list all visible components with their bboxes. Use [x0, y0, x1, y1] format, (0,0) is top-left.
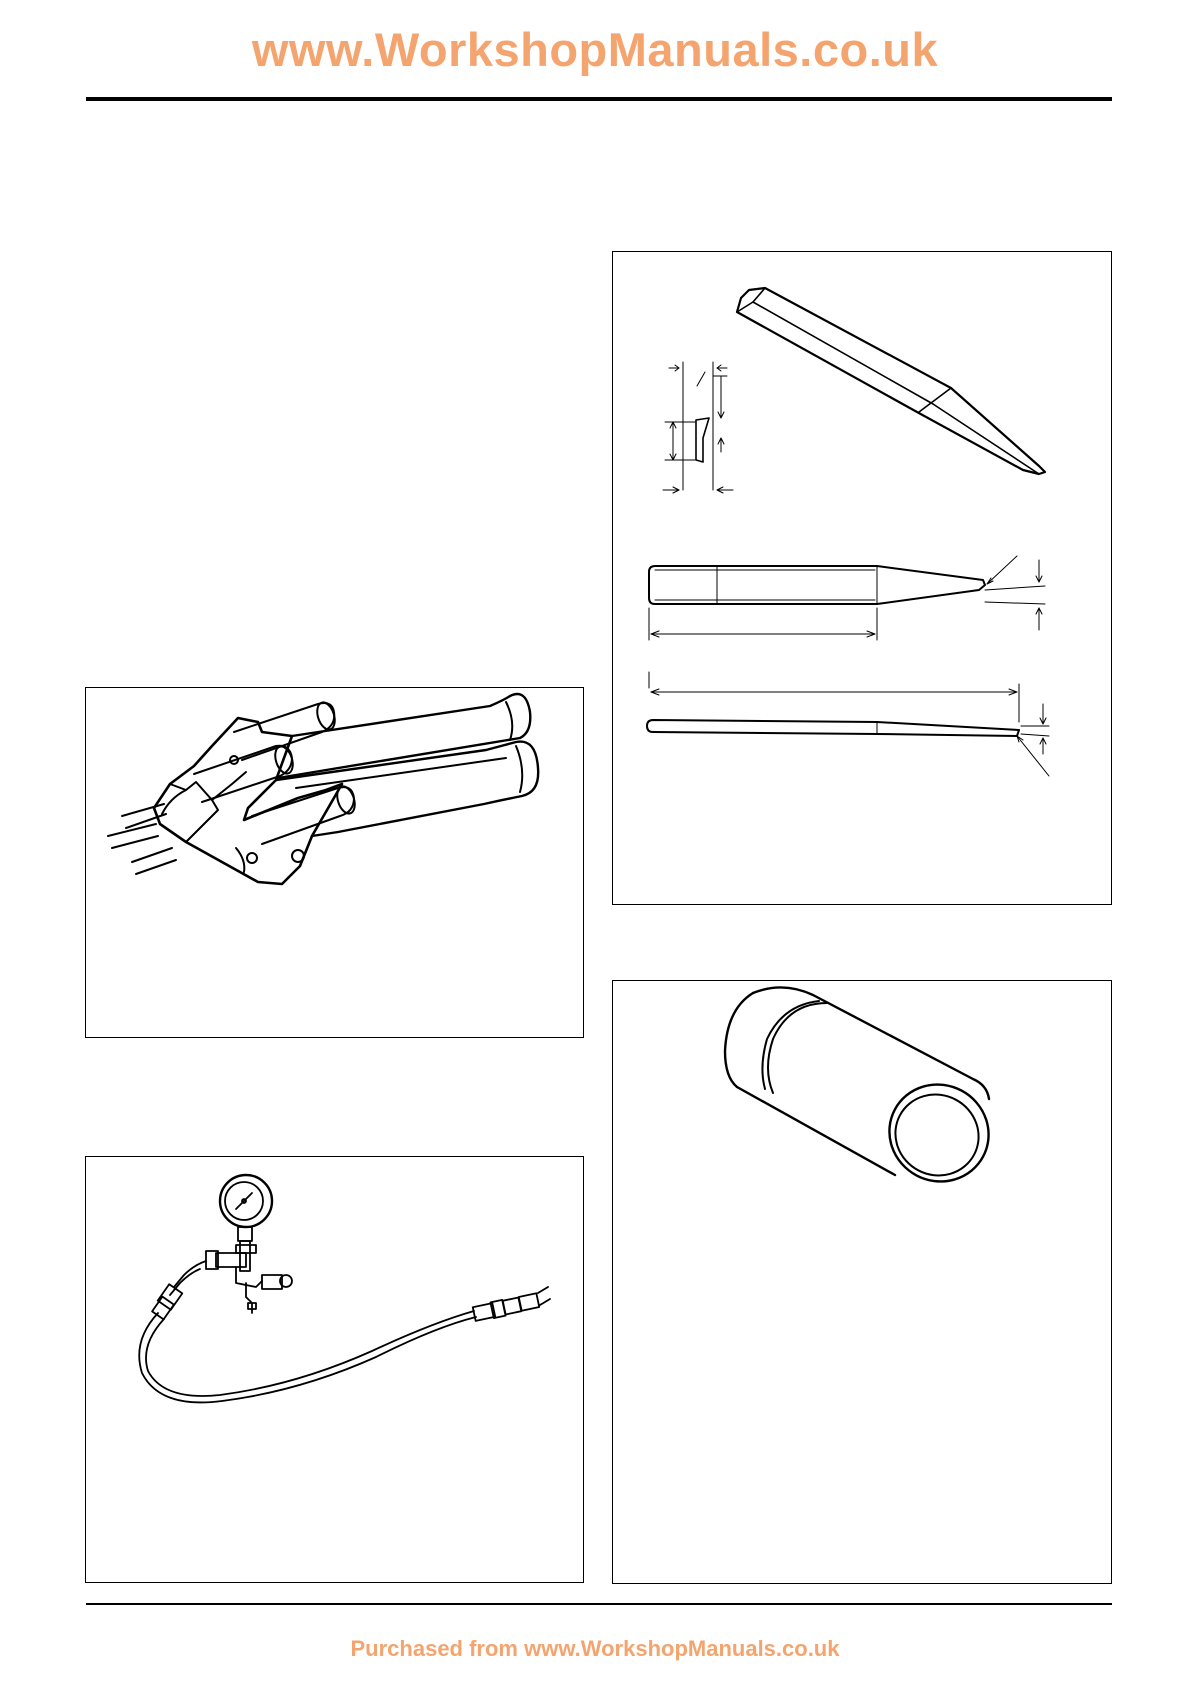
illustration-panel-pressure-gauge [85, 1156, 584, 1583]
illustration-panel-sleeve [612, 980, 1112, 1584]
chisel-icon [613, 252, 1113, 906]
pressure-gauge-icon [86, 1157, 585, 1584]
footer-rule [86, 1603, 1112, 1605]
illustration-panel-fork-tool [85, 687, 584, 1038]
header-site-title: www.WorkshopManuals.co.uk [251, 23, 939, 76]
sleeve-icon [613, 981, 1113, 1585]
illustration-panel-chisels [612, 251, 1112, 905]
header-rule [86, 97, 1112, 101]
fork-tool-icon [86, 688, 585, 1039]
footer-purchase-note: Purchased from www.WorkshopManuals.co.uk [350, 1636, 840, 1661]
